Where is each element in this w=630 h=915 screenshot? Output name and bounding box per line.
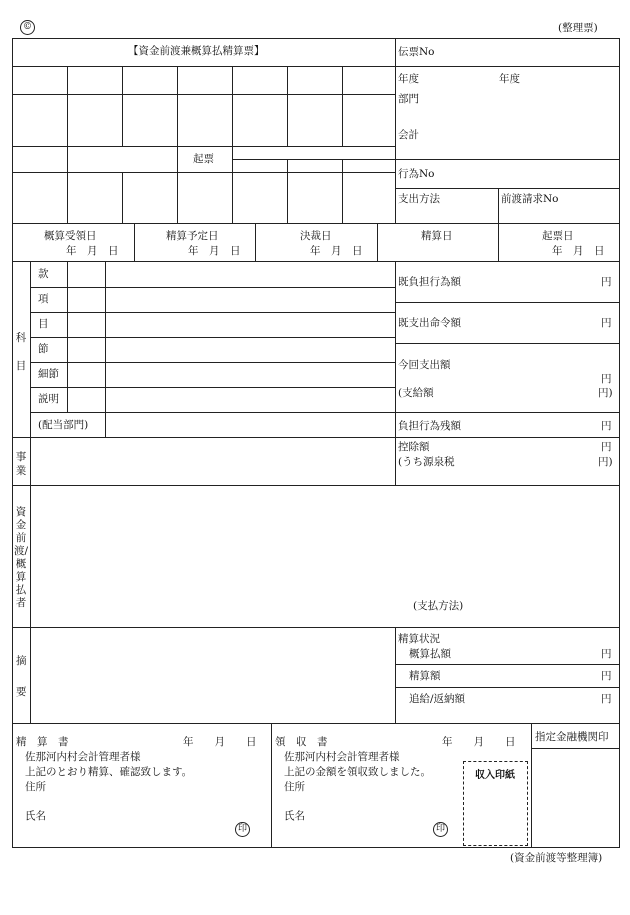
grid-line	[395, 159, 620, 160]
date-ymd: 年 月 日	[310, 245, 363, 257]
date-label-settlement: 精算日	[421, 230, 453, 242]
advance-request-no-label: 前渡請求No	[501, 193, 559, 205]
receipt-doc-name: 氏名	[284, 810, 305, 822]
grid-line	[232, 66, 233, 224]
yen-unit: 円	[601, 693, 612, 705]
grid-line	[395, 302, 620, 303]
subject-row-label: 項	[38, 293, 49, 305]
grid-line	[30, 287, 395, 288]
yen-unit: 円	[601, 441, 612, 453]
date-label-planned-settlement: 精算予定日	[166, 230, 219, 242]
payment-method-label: 支出方法	[398, 193, 440, 205]
estimated-payment-label: 概算払額	[409, 648, 451, 660]
yen-unit: 円	[601, 670, 612, 682]
settled-amount-label: 精算額	[409, 670, 441, 682]
current-payment-label: 今回支出額	[398, 359, 451, 371]
withholding-label: (うち源泉税	[398, 456, 455, 468]
settlement-doc-statement: 上記のとおり精算、確認致します。	[25, 766, 193, 778]
grid-line	[498, 224, 499, 262]
subject-side-label: 科目	[15, 332, 27, 372]
grid-line	[395, 188, 620, 189]
fiscal-year-left: 年度	[398, 73, 419, 85]
grid-line	[67, 66, 68, 224]
grid-line	[122, 172, 123, 224]
grid-line	[177, 66, 178, 224]
grid-line	[395, 438, 396, 486]
existing-order-label: 既支出命令額	[398, 317, 461, 329]
copyright-mark: ©	[20, 20, 35, 35]
grid-line	[377, 224, 378, 262]
grid-line	[30, 486, 31, 628]
yen-unit: 円	[601, 420, 612, 432]
settlement-doc-address: 住所	[25, 781, 46, 793]
payment-amount-yen: 円)	[598, 387, 613, 399]
grid-line	[30, 312, 395, 313]
receipt-doc-addressee: 佐那河内村会計管理者様	[284, 751, 400, 763]
subject-row-label: 目	[38, 318, 49, 330]
grid-line	[30, 412, 395, 413]
burden-balance-label: 負担行為残額	[398, 420, 461, 432]
grid-line	[342, 66, 343, 146]
project-side-label: 事業	[15, 451, 27, 477]
grid-line	[342, 159, 343, 224]
date-label-approval: 決裁日	[300, 230, 332, 242]
additional-refund-label: 追給/返納額	[409, 693, 466, 705]
subject-row-label: 説明	[38, 393, 59, 405]
subject-row-label: 節	[38, 343, 49, 355]
settlement-doc-addressee: 佐那河内村会計管理者様	[25, 751, 141, 763]
department-label: 部門	[398, 93, 419, 105]
withholding-yen: 円)	[598, 456, 613, 468]
date-label-drafting: 起票日	[542, 230, 574, 242]
date-ymd: 年 月 日	[552, 245, 605, 257]
register-label: (整理票)	[558, 22, 598, 34]
grid-line	[395, 664, 620, 665]
summary-side-label-2: 要	[16, 686, 27, 698]
voucher-no-label: 伝票No	[398, 46, 435, 58]
settlement-doc-date: 年 月 日	[183, 736, 257, 748]
yen-unit: 円	[601, 276, 612, 288]
project-section	[12, 438, 620, 486]
settlement-seal-mark: 印	[235, 822, 250, 837]
grid-line	[30, 362, 395, 363]
grid-line	[498, 188, 499, 224]
yen-unit: 円	[601, 317, 612, 329]
yen-unit: 円	[601, 648, 612, 660]
settlement-doc-name: 氏名	[25, 810, 46, 822]
receipt-doc-date: 年 月 日	[442, 736, 516, 748]
deduction-label: 控除額	[398, 441, 430, 453]
allocation-dept-label: (配当部門)	[38, 419, 89, 431]
grid-line	[395, 343, 620, 344]
grid-line	[30, 387, 395, 388]
payee-payment-method: (支払方法)	[413, 600, 464, 612]
grid-line	[122, 66, 123, 146]
fiscal-year-right: 年度	[499, 73, 520, 85]
grid-line	[395, 628, 396, 724]
existing-burden-label: 既負担行為額	[398, 276, 461, 288]
settlement-status-label: 精算状況	[398, 633, 440, 645]
grid-line	[30, 438, 31, 486]
yen-unit: 円	[601, 373, 612, 385]
date-ymd: 年 月 日	[66, 245, 119, 257]
grid-line	[531, 724, 532, 848]
grid-line	[531, 748, 620, 749]
grid-line	[30, 628, 31, 724]
receipt-seal-mark: 印	[433, 822, 448, 837]
drafting-label: 起票	[193, 153, 214, 165]
grid-line	[12, 94, 395, 95]
receipt-doc-statement: 上記の金額を領収致しました。	[284, 766, 431, 778]
date-label-estimate-received: 概算受領日	[44, 230, 97, 242]
payment-amount-label: (支給額	[398, 387, 434, 399]
accounting-label: 会計	[398, 129, 419, 141]
summary-section	[12, 628, 620, 724]
grid-line	[30, 337, 395, 338]
grid-line	[255, 224, 256, 262]
grid-line	[395, 687, 620, 688]
footer-note: (資金前渡等整理簿)	[510, 852, 603, 864]
payee-side-label: 資金前渡/概算払者	[14, 506, 29, 609]
receipt-doc-title: 領 収 書	[275, 736, 328, 748]
grid-line	[12, 146, 395, 147]
grid-line	[395, 412, 620, 413]
act-no-label: 行為No	[398, 168, 435, 180]
grid-line	[12, 66, 620, 67]
date-ymd: 年 月 日	[188, 245, 241, 257]
payee-section	[12, 486, 620, 628]
subject-row-label: 款	[38, 268, 49, 280]
summary-side-label-1: 摘	[16, 655, 27, 667]
grid-line	[134, 224, 135, 262]
bank-seal-label: 指定金融機関印	[535, 731, 609, 743]
receipt-doc-address: 住所	[284, 781, 305, 793]
grid-line	[287, 66, 288, 146]
grid-line	[12, 172, 395, 173]
settlement-doc-title: 精 算 書	[16, 736, 69, 748]
grid-line	[287, 159, 288, 224]
subject-row-label: 細節	[38, 368, 59, 380]
grid-line	[271, 724, 272, 848]
form-title: 【資金前渡兼概算払精算票】	[128, 45, 265, 57]
revenue-stamp-label: 収入印紙	[475, 770, 515, 781]
grid-line	[232, 159, 395, 160]
